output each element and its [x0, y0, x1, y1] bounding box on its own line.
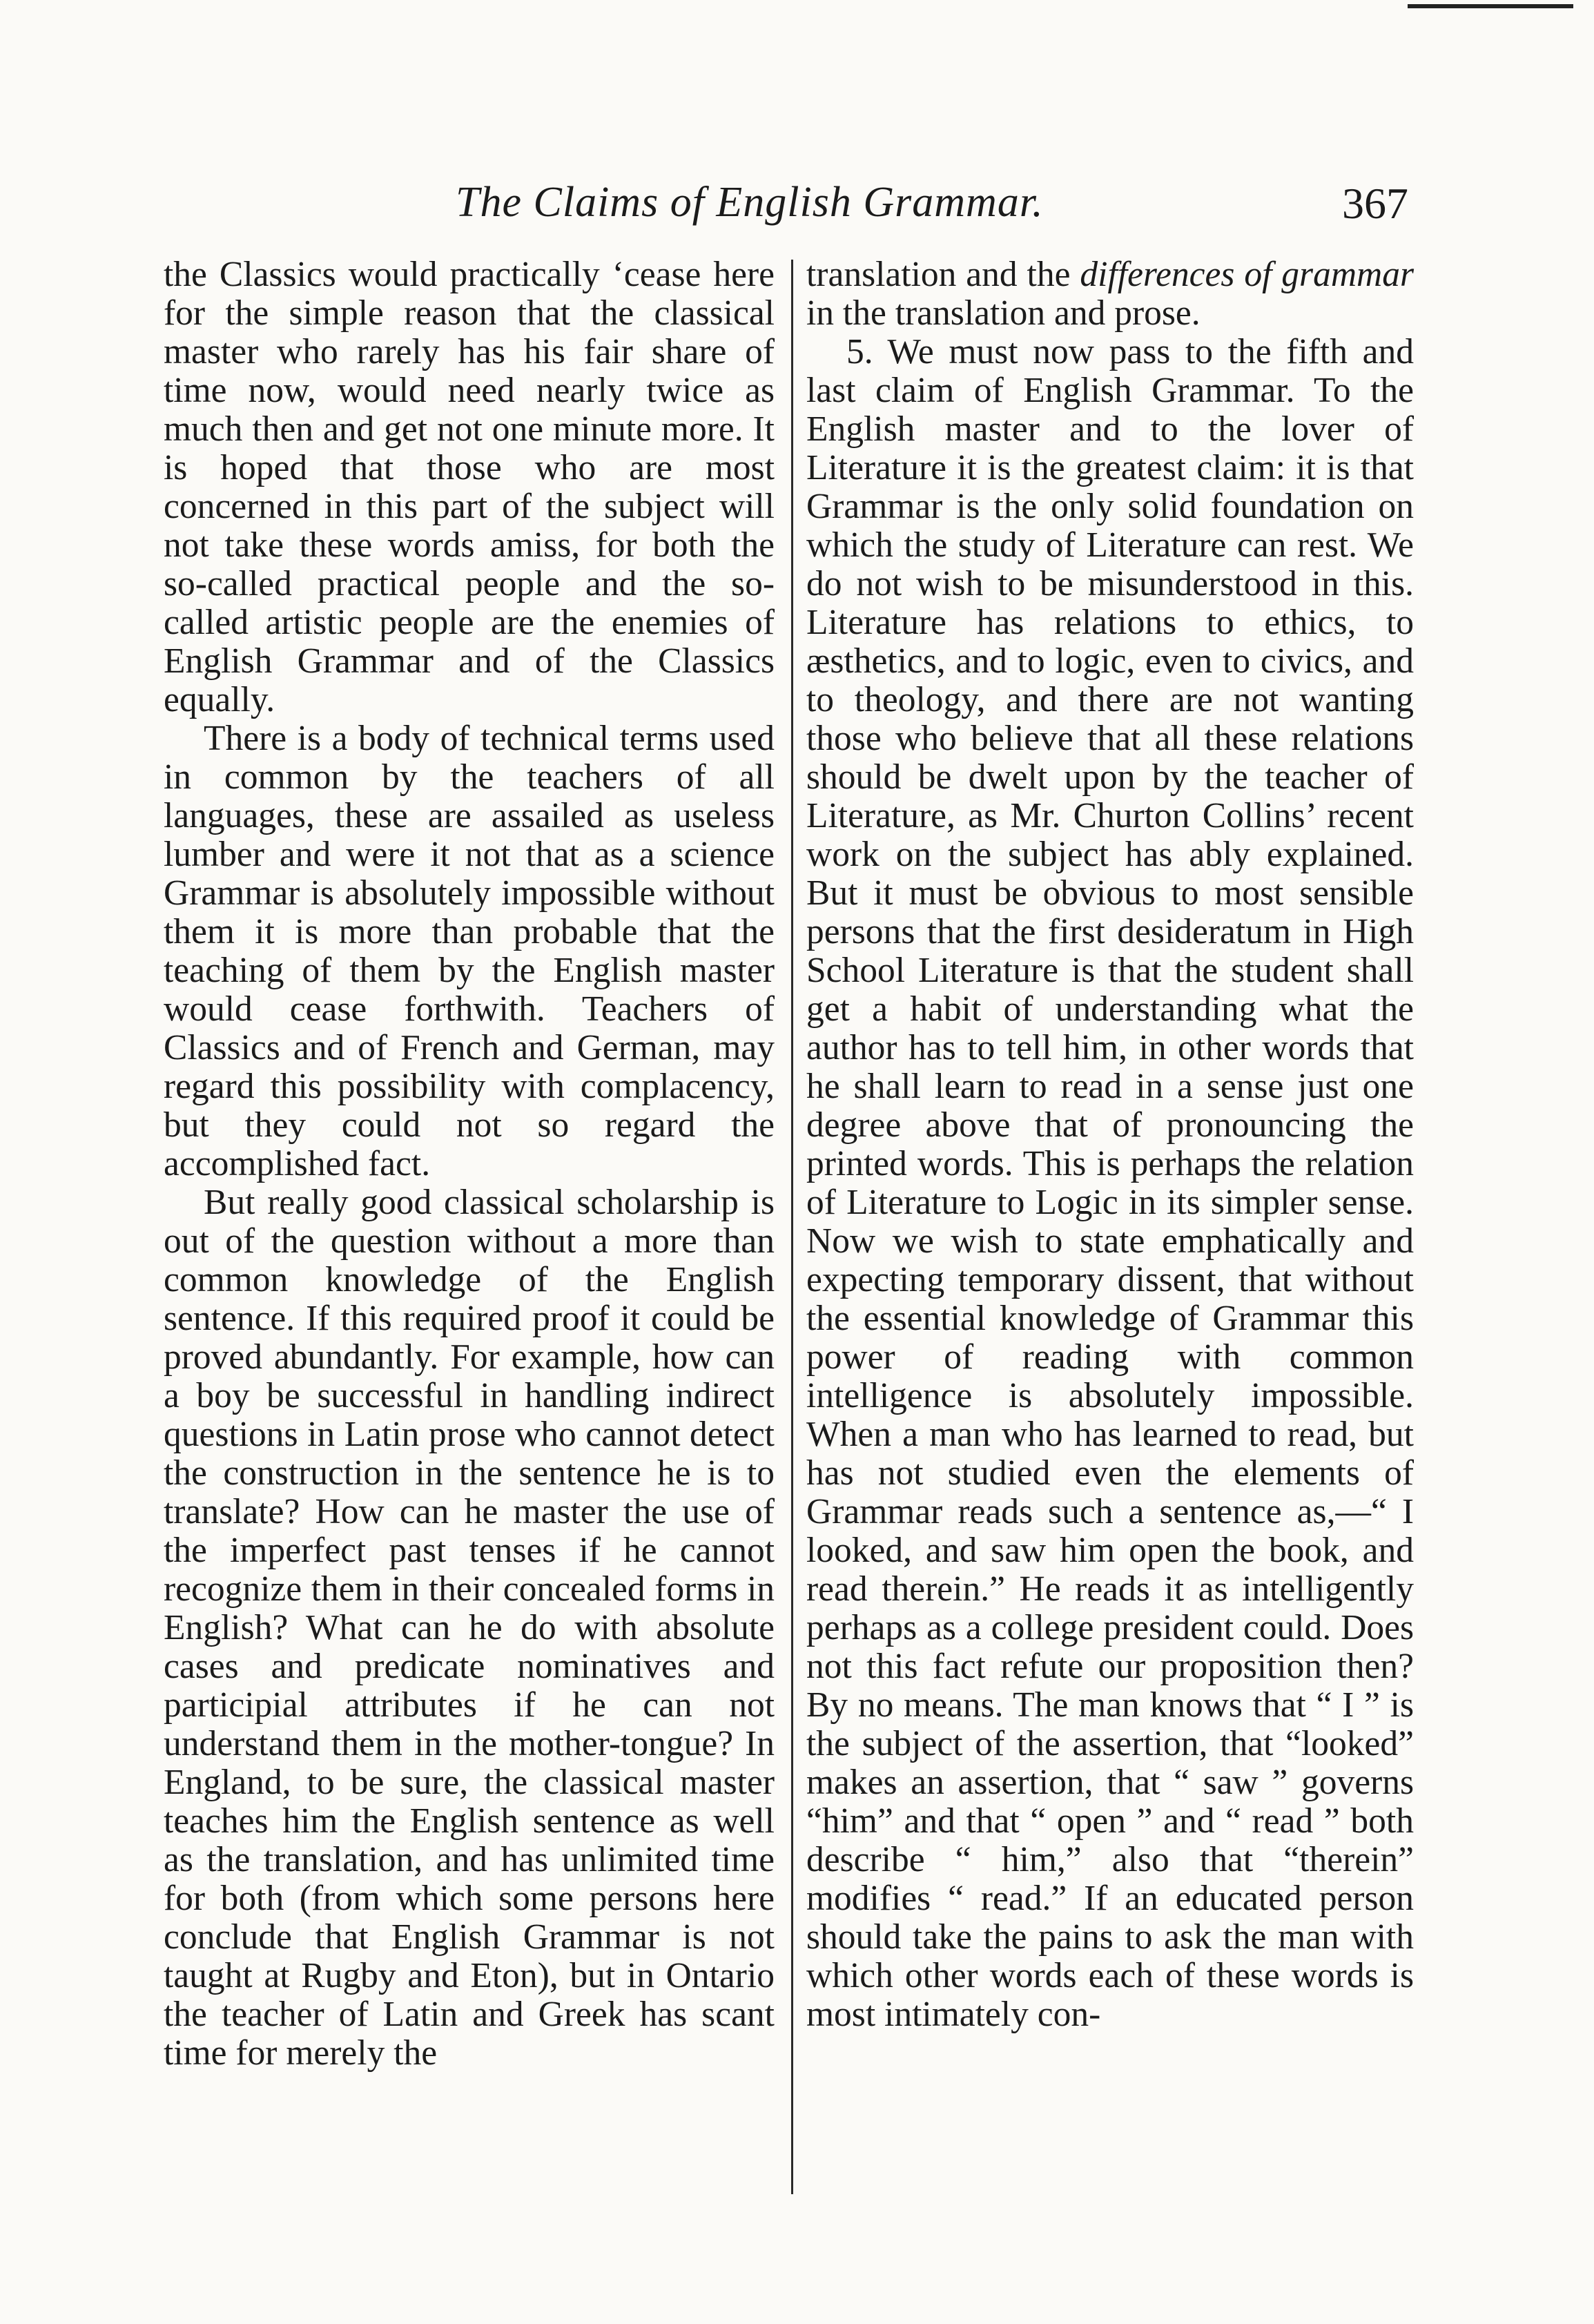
right-paragraph-1-start: translation and the — [806, 255, 1071, 294]
left-paragraph-3: But really good classical scholarship is out of the question without a more than common knowledge of the English sentence. If this required proof it could be proved abundantly. For example, how can a boy be successful in handling indirect questions in Latin prose who cannot detect the construction in the sentence he is to translate? How can he master the use of the imperfect past tenses if he cannot recognize them in their concealed forms in English? What can he do with absolute cases and predicate nominatives and participial attributes if he can not understand them in the mother-tongue? In England, to be sure, the classical master teaches him the English sentence as well as the translation, and has unlimited time for both (from which some persons here conclude that English Grammar is not taught at Rugby and Eton), but in Ontario the teacher of Latin and Greek has scant time for merely the — [164, 1183, 775, 2073]
left-column — [164, 255, 775, 2073]
left-paragraph-1: the Classics would practically ‘cease here for the simple reason that the classical master who rarely has his fair share of time now, would need nearly twice as much then and get not one minute more. It is hoped that those who are most concerned in this part of the subject will not take these words amiss, for both the so-called practical people and the so-called artistic people are the enemies of English Grammar and of the Classics equally. — [164, 255, 775, 719]
page-number: 367 — [1342, 179, 1408, 228]
right-column — [806, 255, 1414, 2034]
running-title: The Claims of English Grammar. — [456, 179, 1044, 226]
left-paragraph-2: There is a body of technical terms used in common by the teachers of all languages, these are assailed as useless lumber and were it not that as a science Grammar is absolutely impossible without them it is more than probable that the teaching of them by the English master would cease forthwith. Teachers of Classics and of French and German, may regard this possibility with complacency, but they could not so regard the accomplished fact. — [164, 719, 775, 1183]
right-paragraph-1-end: in the translation and prose. — [806, 293, 1201, 333]
right-paragraph-1-italic: differences of grammar — [1080, 255, 1415, 294]
top-rule — [1408, 4, 1573, 8]
column-divider — [791, 260, 793, 2194]
right-paragraph-1 — [806, 255, 1414, 333]
right-paragraph-2: 5. We must now pass to the fifth and last claim of English Grammar. To the English master and to the lover of Literature it is the greatest claim: it is that Grammar is the only solid foundation on which the study of Literature can rest. We do not wish to be misunderstood in this. Literature has relations to ethics, to æsthetics, and to logic, even to civics, and to theology, and there are not wanting those who believe that all these relations should be dwelt upon by the teacher of Literature, as Mr. Churton Collins’ recent work on the subject has ably explained. But it must be obvious to most sensible persons that the first desideratum in High School Literature is that the student shall get a habit of understanding what the author has to tell him, in other words that he shall learn to read in a sense just one degree above that of pronouncing the printed words. This is perhaps the relation of Literature to Logic in its simpler sense. Now we wish to state emphatically and expecting temporary dissent, that without the essential knowledge of Grammar this power of reading with common intelligence is absolutely impossible. When a man who has learned to read, but has not studied even the elements of Grammar reads such a sentence as,—“ I looked, and saw him open the book, and read therein.” He reads it as intelligently perhaps as a college president could. Does not this fact refute our proposition then? By no means. The man knows that “ I ” is the subject of the assertion, that “looked” makes an assertion, that “ saw ” governs “him” and that “ open ” and “ read ” both describe “ him,” also that “therein” modifies “ read.” If an educated person should take the pains to ask the man with which other words each of these words is most intimately con- — [806, 332, 1414, 2034]
page-header — [159, 178, 1408, 240]
